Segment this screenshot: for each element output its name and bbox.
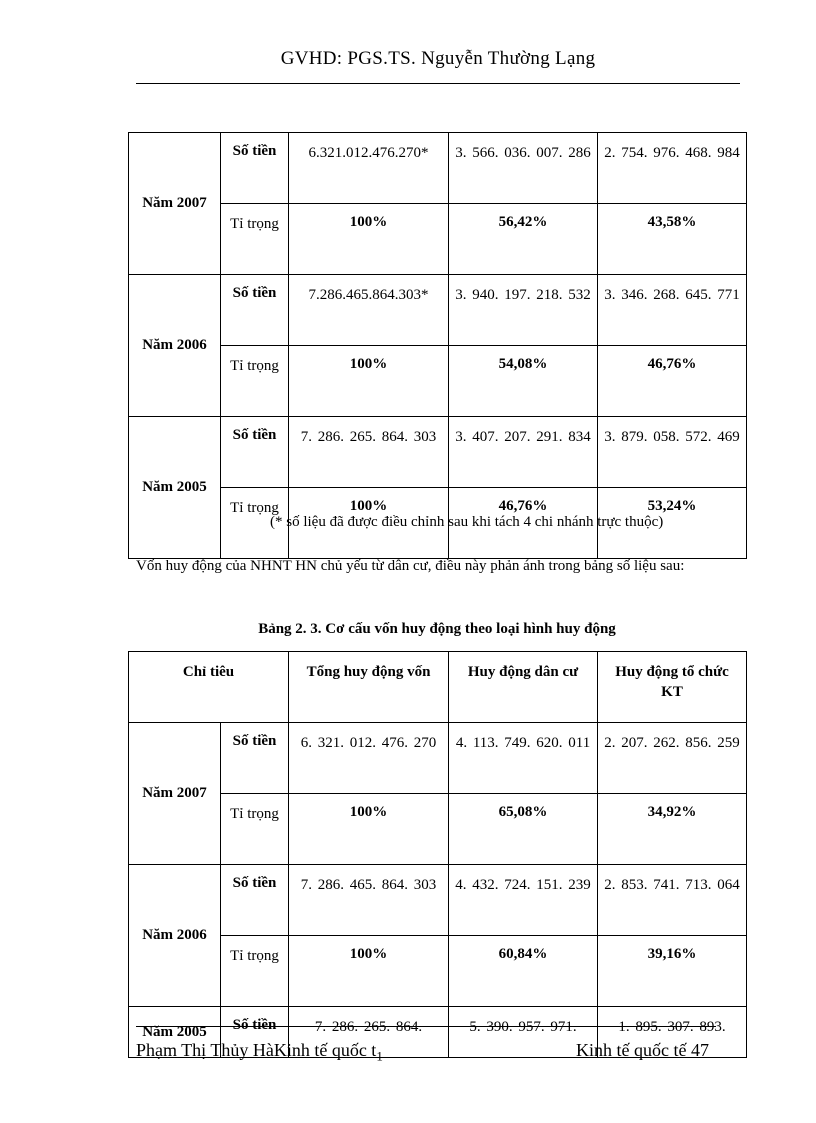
table-row xyxy=(129,346,747,417)
amount-label: Số tiền xyxy=(221,865,289,936)
amount-cell: 1. 895. 307. 893. xyxy=(598,1007,747,1058)
amount-cell: 6. 321. 012. 476. 270 xyxy=(289,723,449,794)
share-cell: 39,16% xyxy=(598,936,747,1007)
share-label: Tỉ trọng xyxy=(221,346,289,417)
header-indicator: Chỉ tiêu xyxy=(129,652,289,723)
capital-structure-table-continued xyxy=(128,132,747,559)
table-caption: Bảng 2. 3. Cơ cấu vốn huy động theo loại hình huy động xyxy=(258,621,616,637)
header-total: Tổng huy động vốn xyxy=(289,652,449,723)
amount-cell: 4. 113. 749. 620. 011 xyxy=(449,723,598,794)
amount-cell: 7. 286. 465. 864. 303 xyxy=(289,865,449,936)
body-paragraph: Vốn huy động của NHNT HN chủ yếu từ dân cư, điều này phản ánh trong bảng số liệu sau: xyxy=(136,558,685,574)
year-cell: Năm 2005 xyxy=(129,1007,221,1058)
amount-cell: 7.286.465.864.303* xyxy=(289,275,449,346)
year-cell: Năm 2007 xyxy=(129,723,221,865)
year-cell: Năm 2006 xyxy=(129,865,221,1007)
amount-cell: 2. 754. 976. 468. 984 xyxy=(598,133,747,204)
share-label: Tỉ trọng xyxy=(221,936,289,1007)
share-cell: 43,58% xyxy=(598,204,747,275)
year-cell: Năm 2007 xyxy=(129,133,221,275)
share-cell: 100% xyxy=(289,346,449,417)
amount-cell: 3. 407. 207. 291. 834 xyxy=(449,417,598,488)
share-label: Tỉ trọng xyxy=(221,204,289,275)
amount-label: Số tiền xyxy=(221,275,289,346)
year-cell: Năm 2006 xyxy=(129,275,221,417)
table-row xyxy=(129,133,747,204)
amount-cell: 2. 853. 741. 713. 064 xyxy=(598,865,747,936)
amount-label: Số tiền xyxy=(221,133,289,204)
amount-cell: 5. 390. 957. 971. xyxy=(449,1007,598,1058)
amount-label: Số tiền xyxy=(221,417,289,488)
share-cell: 53,24% xyxy=(598,488,747,559)
share-label: Tỉ trọng xyxy=(221,794,289,865)
share-cell: 65,08% xyxy=(449,794,598,865)
table-row xyxy=(129,417,747,488)
share-cell: 100% xyxy=(289,488,449,559)
amount-label: Số tiền xyxy=(221,723,289,794)
table-row xyxy=(129,204,747,275)
share-cell: 46,76% xyxy=(598,346,747,417)
amount-cell: 7. 286. 265. 864. xyxy=(289,1007,449,1058)
footer-rule xyxy=(136,1026,716,1027)
share-cell: 54,08% xyxy=(449,346,598,417)
page-header: GVHD: PGS.TS. Nguyễn Thường Lạng xyxy=(280,48,596,69)
year-cell: Năm 2005 xyxy=(129,417,221,559)
amount-cell: 3. 346. 268. 645. 771 xyxy=(598,275,747,346)
amount-cell: 2. 207. 262. 856. 259 xyxy=(598,723,747,794)
share-cell: 100% xyxy=(289,204,449,275)
share-cell: 34,92% xyxy=(598,794,747,865)
share-cell: 100% xyxy=(289,936,449,1007)
header-organizations: Huy động tổ chức KT xyxy=(598,652,747,723)
amount-cell: 3. 566. 036. 007. 286 xyxy=(449,133,598,204)
footer-subscript: 1 xyxy=(376,1048,383,1064)
share-cell: 46,76% xyxy=(449,488,598,559)
table-header-row xyxy=(129,652,747,723)
amount-cell: 6.321.012.476.270* xyxy=(289,133,449,204)
amount-cell: 7. 286. 265. 864. 303 xyxy=(289,417,449,488)
amount-cell: 3. 940. 197. 218. 532 xyxy=(449,275,598,346)
table-row xyxy=(129,794,747,865)
amount-label: Số tiền xyxy=(221,1007,289,1058)
table-row xyxy=(129,865,747,936)
footer-author-text: Phạm Thị Thủy HàKinh tế quốc t xyxy=(136,1040,377,1060)
share-cell: 60,84% xyxy=(449,936,598,1007)
table-row xyxy=(129,723,747,794)
footer-page-label: Kinh tế quốc tế 47 xyxy=(576,1040,709,1060)
table-footnote: (* số liệu đã được điều chỉnh sau khi tách 4 chi nhánh trực thuộc) xyxy=(270,514,664,530)
table-row xyxy=(129,275,747,346)
share-cell: 100% xyxy=(289,794,449,865)
header-rule xyxy=(136,83,740,84)
amount-cell: 4. 432. 724. 151. 239 xyxy=(449,865,598,936)
mobilization-type-table xyxy=(128,651,747,1058)
share-cell: 56,42% xyxy=(449,204,598,275)
footer-author xyxy=(136,1040,383,1065)
table-row xyxy=(129,936,747,1007)
amount-cell: 3. 879. 058. 572. 469 xyxy=(598,417,747,488)
header-residents: Huy động dân cư xyxy=(449,652,598,723)
share-label: Tỉ trọng xyxy=(221,488,289,559)
